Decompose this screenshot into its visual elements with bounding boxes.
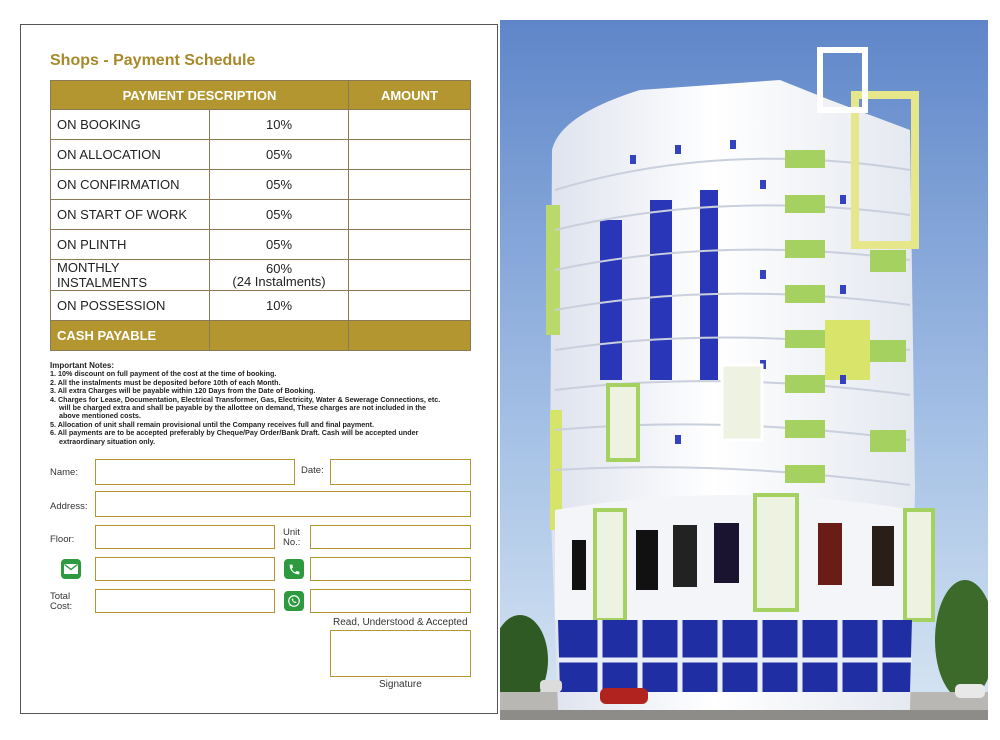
cash-payable-percentage — [210, 321, 349, 351]
row-description: ON POSSESSION — [51, 291, 210, 321]
total-cost-line1: Total — [50, 591, 71, 602]
unit-label-line1: Unit — [283, 527, 300, 538]
header-payment-description: PAYMENT DESCRIPTION — [51, 81, 349, 110]
row-description: MONTHLY INSTALMENTS — [51, 260, 210, 291]
row-percentage-value: 60% — [265, 261, 293, 276]
floor-label: Floor: — [50, 534, 75, 545]
note-line: above mentioned costs. — [59, 411, 141, 421]
unit-label — [283, 528, 300, 548]
date-field[interactable] — [330, 459, 471, 485]
total-cost-line2: Cost: — [50, 601, 73, 612]
notes-heading: Important Notes: — [50, 361, 114, 370]
row-percentage — [210, 260, 349, 291]
note-line: 4. Charges for Lease, Documentation, Electrical Transformer, Gas, Electricity, Water & Sewerage Connections, etc. — [50, 394, 441, 404]
page-title: Shops - Payment Schedule — [50, 52, 256, 69]
row-amount[interactable] — [349, 140, 471, 170]
phone-field[interactable] — [310, 557, 471, 581]
header-amount: AMOUNT — [349, 81, 471, 110]
email-icon — [61, 559, 81, 579]
table-row — [51, 110, 471, 140]
row-percentage-note: (24 Instalments) — [232, 274, 326, 289]
row-percentage: 10% — [210, 291, 349, 321]
row-description: ON BOOKING — [51, 110, 210, 140]
row-percentage: 10% — [210, 110, 349, 140]
row-description: ON PLINTH — [51, 230, 210, 260]
unit-number-field[interactable] — [310, 525, 471, 549]
row-amount[interactable] — [349, 170, 471, 200]
note-line: 1. 10% discount on full payment of the cost at the time of booking. — [50, 369, 277, 379]
total-cost-label — [50, 592, 72, 612]
total-cost-field[interactable] — [95, 589, 275, 613]
table-row — [51, 140, 471, 170]
row-percentage: 05% — [210, 200, 349, 230]
row-percentage: 05% — [210, 140, 349, 170]
floor-field[interactable] — [95, 525, 275, 549]
row-amount[interactable] — [349, 260, 471, 291]
row-percentage: 05% — [210, 230, 349, 260]
accept-label: Read, Understood & Accepted — [333, 617, 468, 628]
name-label: Name: — [50, 467, 78, 478]
row-amount[interactable] — [349, 200, 471, 230]
note-line: 3. All extra Charges will be payable within 120 Days from the Date of Booking. — [50, 386, 316, 396]
note-line: 2. All the instalments must be deposited before 10th of each Month. — [50, 377, 281, 387]
building-render-image — [500, 20, 988, 720]
note-line: 6. All payments are to be accepted preferably by Cheque/Pay Order/Bank Draft. Cash will be accepted under — [50, 428, 419, 438]
address-label: Address: — [50, 501, 88, 512]
table-row — [51, 291, 471, 321]
payment-table — [50, 80, 471, 351]
row-amount[interactable] — [349, 230, 471, 260]
whatsapp-field[interactable] — [310, 589, 471, 613]
table-row — [51, 230, 471, 260]
note-line: extraordinary situation only. — [59, 436, 156, 446]
table-row — [51, 200, 471, 230]
cash-payable-label: CASH PAYABLE — [51, 321, 210, 351]
important-notes — [50, 362, 475, 446]
table-header-row — [51, 81, 471, 110]
table-row — [51, 170, 471, 200]
signature-label: Signature — [379, 679, 422, 690]
note-line: will be charged extra and shall be payable by the allottee on demand, These charges are not included in the — [59, 403, 427, 413]
row-description: ON ALLOCATION — [51, 140, 210, 170]
note-line: 5. Allocation of unit shall remain provisional until the Company receives full and final payment. — [50, 419, 375, 429]
phone-icon — [284, 559, 304, 579]
row-description: ON START OF WORK — [51, 200, 210, 230]
address-field[interactable] — [95, 491, 471, 517]
date-label: Date: — [301, 465, 324, 476]
signature-box[interactable] — [330, 630, 471, 677]
row-description: ON CONFIRMATION — [51, 170, 210, 200]
name-field[interactable] — [95, 459, 295, 485]
row-amount[interactable] — [349, 291, 471, 321]
row-percentage: 05% — [210, 170, 349, 200]
table-row — [51, 260, 471, 291]
row-amount[interactable] — [349, 110, 471, 140]
email-field[interactable] — [95, 557, 275, 581]
cash-payable-row — [51, 321, 471, 351]
unit-label-line2: No.: — [283, 537, 301, 548]
cash-payable-amount[interactable] — [349, 321, 471, 351]
whatsapp-icon — [284, 591, 304, 611]
